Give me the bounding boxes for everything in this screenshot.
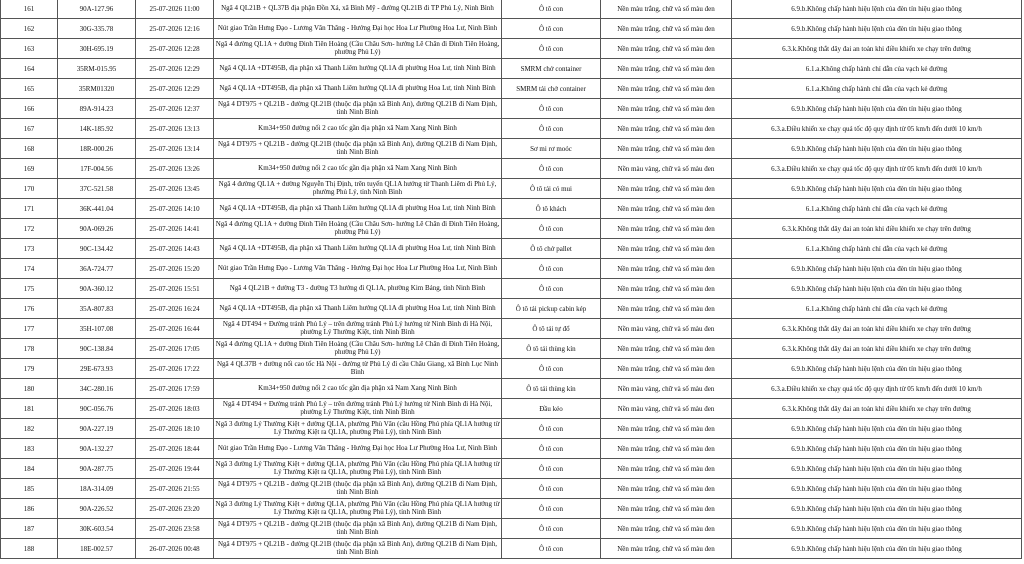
vehicle-type-cell: Ô tô tải thùng kín — [502, 379, 601, 399]
row-number-cell: 162 — [1, 19, 58, 39]
table-row — [1, 119, 1022, 139]
violation-cell: 6.3.k.Không thắt dây đai an toàn khi điều khiển xe chạy trên đường — [732, 339, 1022, 359]
violation-cell: 6.9.b.Không chấp hành hiệu lệnh của đèn tín hiệu giao thông — [732, 179, 1022, 199]
table-row — [1, 159, 1022, 179]
location-cell: Ngã 3 đường Lý Thường Kiệt + đường QL1A, phường Phù Vân (cầu Hồng Phú phía QL1A hướng từ Lý Thường Kiệt ra QL1A, phường Phủ Lý), tỉnh Ninh Bình — [214, 499, 502, 519]
row-number-cell: 167 — [1, 119, 58, 139]
license-plate-cell: 30K-603.54 — [58, 519, 136, 539]
location-cell: Km34+950 đường nối 2 cao tốc gần địa phận xã Nam Xang Ninh Bình — [214, 159, 502, 179]
location-cell: Ngã 4 DT494 + Đường tránh Phủ Lý – trên đường tránh Phủ Lý hướng từ Ninh Bình đi Hà Nội, phường Lý Thường Kiệt, tỉnh Ninh Bình — [214, 319, 502, 339]
plate-color-cell: Nền màu trắng, chữ và số màu đen — [601, 519, 732, 539]
location-cell: Ngã 4 DT975 + QL21B - đường QL21B (thuộc địa phận xã Bình An), đường QL21B đi Nam Định, tỉnh Ninh Bình — [214, 539, 502, 559]
violation-cell: 6.9.b.Không chấp hành hiệu lệnh của đèn tín hiệu giao thông — [732, 19, 1022, 39]
violation-time-cell: 25-07-2026 11:00 — [136, 0, 214, 19]
row-number-cell: 174 — [1, 259, 58, 279]
license-plate-cell: 90C-134.42 — [58, 239, 136, 259]
plate-color-cell: Nền màu trắng, chữ và số màu đen — [601, 59, 732, 79]
row-number-cell: 187 — [1, 519, 58, 539]
plate-color-cell: Nền màu vàng, chữ và số màu đen — [601, 399, 732, 419]
vehicle-type-cell: Đầu kéo — [502, 399, 601, 419]
plate-color-cell: Nền màu trắng, chữ và số màu đen — [601, 339, 732, 359]
violation-time-cell: 25-07-2026 12:29 — [136, 59, 214, 79]
row-number-cell: 182 — [1, 419, 58, 439]
violation-cell: 6.9.b.Không chấp hành hiệu lệnh của đèn tín hiệu giao thông — [732, 359, 1022, 379]
row-number-cell: 171 — [1, 199, 58, 219]
violation-time-cell: 26-07-2026 00:48 — [136, 539, 214, 559]
vehicle-type-cell: Ô tô con — [502, 39, 601, 59]
table-row — [1, 99, 1022, 119]
violation-cell: 6.3.k.Không thắt dây đai an toàn khi điều khiển xe chạy trên đường — [732, 319, 1022, 339]
plate-color-cell: Nền màu trắng, chữ và số màu đen — [601, 359, 732, 379]
license-plate-cell: 36A-724.77 — [58, 259, 136, 279]
license-plate-cell: 90A-360.12 — [58, 279, 136, 299]
plate-color-cell: Nền màu trắng, chữ và số màu đen — [601, 279, 732, 299]
violation-time-cell: 25-07-2026 19:44 — [136, 459, 214, 479]
table-row — [1, 59, 1022, 79]
table-row — [1, 199, 1022, 219]
row-number-cell: 177 — [1, 319, 58, 339]
violation-cell: 6.1.a.Không chấp hành chỉ dẫn của vạch kẻ đường — [732, 299, 1022, 319]
vehicle-type-cell: Ô tô con — [502, 279, 601, 299]
violation-time-cell: 25-07-2026 14:10 — [136, 199, 214, 219]
row-number-cell: 170 — [1, 179, 58, 199]
violation-cell: 6.9.b.Không chấp hành hiệu lệnh của đèn tín hiệu giao thông — [732, 519, 1022, 539]
vehicle-type-cell: Ô tô con — [502, 259, 601, 279]
location-cell: Ngã 4 đường QL1A + đường Đinh Tiên Hoàng (Cầu Châu Sơn- hướng Lê Chân đi Đinh Tiên Hoàng, phường Phủ Lý) — [214, 219, 502, 239]
table-row — [1, 319, 1022, 339]
table-row — [1, 19, 1022, 39]
location-cell: Km34+950 đường nối 2 cao tốc gần địa phận xã Nam Xang Ninh Bình — [214, 379, 502, 399]
plate-color-cell: Nền màu trắng, chữ và số màu đen — [601, 219, 732, 239]
violation-time-cell: 25-07-2026 13:13 — [136, 119, 214, 139]
location-cell: Ngã 4 DT975 + QL21B - đường QL21B (thuộc địa phận xã Bình An), đường QL21B đi Nam Định, tỉnh Ninh Bình — [214, 139, 502, 159]
row-number-cell: 173 — [1, 239, 58, 259]
table-row — [1, 459, 1022, 479]
vehicle-type-cell: Ô tô con — [502, 439, 601, 459]
table-row — [1, 379, 1022, 399]
violation-cell: 6.1.a.Không chấp hành chỉ dẫn của vạch kẻ đường — [732, 239, 1022, 259]
row-number-cell: 178 — [1, 339, 58, 359]
plate-color-cell: Nền màu trắng, chữ và số màu đen — [601, 419, 732, 439]
violation-time-cell: 25-07-2026 17:59 — [136, 379, 214, 399]
violation-time-cell: 25-07-2026 17:05 — [136, 339, 214, 359]
violation-time-cell: 25-07-2026 18:10 — [136, 419, 214, 439]
table-row — [1, 519, 1022, 539]
vehicle-type-cell: Ô tô tải có mui — [502, 179, 601, 199]
row-number-cell: 185 — [1, 479, 58, 499]
row-number-cell: 165 — [1, 79, 58, 99]
table-row — [1, 419, 1022, 439]
license-plate-cell: 36K-441.04 — [58, 199, 136, 219]
violation-cell: 6.9.b.Không chấp hành hiệu lệnh của đèn tín hiệu giao thông — [732, 499, 1022, 519]
violation-cell: 6.9.b.Không chấp hành hiệu lệnh của đèn tín hiệu giao thông — [732, 479, 1022, 499]
table-row — [1, 139, 1022, 159]
violation-cell: 6.9.b.Không chấp hành hiệu lệnh của đèn tín hiệu giao thông — [732, 0, 1022, 19]
plate-color-cell: Nền màu trắng, chữ và số màu đen — [601, 299, 732, 319]
violation-time-cell: 25-07-2026 23:58 — [136, 519, 214, 539]
violation-cell: 6.1.a.Không chấp hành chỉ dẫn của vạch kẻ đường — [732, 59, 1022, 79]
violation-time-cell: 25-07-2026 15:51 — [136, 279, 214, 299]
row-number-cell: 181 — [1, 399, 58, 419]
row-number-cell: 186 — [1, 499, 58, 519]
location-cell: Ngã 4 đường QL1A + đường Đinh Tiên Hoàng (Cầu Châu Sơn- hướng Lê Chân đi Đinh Tiên Hoàng, phường Phủ Lý) — [214, 339, 502, 359]
violation-time-cell: 25-07-2026 13:26 — [136, 159, 214, 179]
table-row — [1, 79, 1022, 99]
license-plate-cell: 30H-695.19 — [58, 39, 136, 59]
plate-color-cell: Nền màu trắng, chữ và số màu đen — [601, 259, 732, 279]
row-number-cell: 188 — [1, 539, 58, 559]
violation-table-body — [1, 0, 1022, 559]
location-cell: Nút giao Trần Hưng Đạo - Lương Văn Thăng - Hướng Đại học Hoa Lư Phường Hoa Lư, Ninh Bình — [214, 439, 502, 459]
plate-color-cell: Nền màu trắng, chữ và số màu đen — [601, 79, 732, 99]
violation-time-cell: 25-07-2026 14:41 — [136, 219, 214, 239]
vehicle-type-cell: Ô tô tải pickup cabin kép — [502, 299, 601, 319]
license-plate-cell: 90A-287.75 — [58, 459, 136, 479]
plate-color-cell: Nền màu vàng, chữ và số màu đen — [601, 379, 732, 399]
row-number-cell: 161 — [1, 0, 58, 19]
violation-time-cell: 25-07-2026 12:28 — [136, 39, 214, 59]
violation-cell: 6.3.k.Không thắt dây đai an toàn khi điều khiển xe chạy trên đường — [732, 399, 1022, 419]
location-cell: Nút giao Trần Hưng Đạo - Lương Văn Thăng - Hướng Đại học Hoa Lư Phường Hoa Lư, Ninh Bình — [214, 19, 502, 39]
violation-cell: 6.9.b.Không chấp hành hiệu lệnh của đèn tín hiệu giao thông — [732, 279, 1022, 299]
row-number-cell: 180 — [1, 379, 58, 399]
license-plate-cell: 90C-056.76 — [58, 399, 136, 419]
location-cell: Ngã 4 QL1A +DT495B, địa phận xã Thanh Liêm hướng QL1A đi phường Hoa Lư, tỉnh Ninh Bình — [214, 79, 502, 99]
license-plate-cell: 90A-132.27 — [58, 439, 136, 459]
violation-cell: 6.9.b.Không chấp hành hiệu lệnh của đèn tín hiệu giao thông — [732, 539, 1022, 559]
violation-time-cell: 25-07-2026 12:37 — [136, 99, 214, 119]
row-number-cell: 184 — [1, 459, 58, 479]
license-plate-cell: 35H-107.08 — [58, 319, 136, 339]
license-plate-cell: 90A-227.19 — [58, 419, 136, 439]
vehicle-type-cell: Ô tô con — [502, 159, 601, 179]
location-cell: Ngã 3 đường Lý Thường Kiệt + đường QL1A, phường Phù Vân (cầu Hồng Phú phía QL1A hướng từ Lý Thường Kiệt ra QL1A, phường Phủ Lý), tỉnh Ninh Bình — [214, 419, 502, 439]
vehicle-type-cell: Ô tô khách — [502, 199, 601, 219]
plate-color-cell: Nền màu trắng, chữ và số màu đen — [601, 439, 732, 459]
table-row — [1, 179, 1022, 199]
violation-cell: 6.9.b.Không chấp hành hiệu lệnh của đèn tín hiệu giao thông — [732, 259, 1022, 279]
row-number-cell: 168 — [1, 139, 58, 159]
row-number-cell: 166 — [1, 99, 58, 119]
vehicle-type-cell: Ô tô con — [502, 99, 601, 119]
violation-cell: 6.3.k.Không thắt dây đai an toàn khi điều khiển xe chạy trên đường — [732, 219, 1022, 239]
violation-time-cell: 25-07-2026 23:20 — [136, 499, 214, 519]
license-plate-cell: 30G-335.78 — [58, 19, 136, 39]
violation-cell: 6.9.b.Không chấp hành hiệu lệnh của đèn tín hiệu giao thông — [732, 459, 1022, 479]
violation-time-cell: 25-07-2026 13:45 — [136, 179, 214, 199]
plate-color-cell: Nền màu trắng, chữ và số màu đen — [601, 119, 732, 139]
vehicle-type-cell: Ô tô chở pallet — [502, 239, 601, 259]
plate-color-cell: Nền màu trắng, chữ và số màu đen — [601, 479, 732, 499]
license-plate-cell: 18A-314.09 — [58, 479, 136, 499]
table-row — [1, 239, 1022, 259]
table-row — [1, 39, 1022, 59]
vehicle-type-cell: Sơ mi rơ moóc — [502, 139, 601, 159]
license-plate-cell: 18R-000.26 — [58, 139, 136, 159]
plate-color-cell: Nền màu trắng, chữ và số màu đen — [601, 39, 732, 59]
location-cell: Ngã 4 đường QL1A + đường Nguyễn Thị Định, trên tuyến QL1A hướng từ Thanh Liêm đi Phủ Lý, phường Phủ Lý, tỉnh Ninh Bình — [214, 179, 502, 199]
table-row — [1, 0, 1022, 19]
license-plate-cell: 90A-226.52 — [58, 499, 136, 519]
violation-time-cell: 25-07-2026 18:44 — [136, 439, 214, 459]
plate-color-cell: Nền màu vàng, chữ và số màu đen — [601, 319, 732, 339]
vehicle-type-cell: Ô tô tải tự đổ — [502, 319, 601, 339]
violation-time-cell: 25-07-2026 16:44 — [136, 319, 214, 339]
plate-color-cell: Nền màu trắng, chữ và số màu đen — [601, 539, 732, 559]
location-cell: Ngã 4 DT975 + QL21B - đường QL21B (thuộc địa phận xã Bình An), đường QL21B đi Nam Định, tỉnh Ninh Bình — [214, 519, 502, 539]
license-plate-cell: 35RM-015.95 — [58, 59, 136, 79]
violation-time-cell: 25-07-2026 17:22 — [136, 359, 214, 379]
location-cell: Ngã 4 QL1A +DT495B, địa phận xã Thanh Liêm hướng QL1A đi phường Hoa Lư, tỉnh Ninh Bình — [214, 299, 502, 319]
license-plate-cell: 34C-280.16 — [58, 379, 136, 399]
plate-color-cell: Nền màu trắng, chữ và số màu đen — [601, 179, 732, 199]
location-cell: Ngã 4 đường QL1A + đường Đinh Tiên Hoàng (Cầu Châu Sơn- hướng Lê Chân đi Đinh Tiên Hoàng, phường Phủ Lý) — [214, 39, 502, 59]
row-number-cell: 169 — [1, 159, 58, 179]
location-cell: Ngã 4 QL1A +DT495B, địa phận xã Thanh Liêm hướng QL1A đi phường Hoa Lư, tỉnh Ninh Bình — [214, 239, 502, 259]
violation-cell: 6.3.a.Điều khiển xe chạy quá tốc độ quy định từ 05 km/h đến dưới 10 km/h — [732, 379, 1022, 399]
vehicle-type-cell: Ô tô con — [502, 479, 601, 499]
license-plate-cell: 90A-127.96 — [58, 0, 136, 19]
table-row — [1, 439, 1022, 459]
license-plate-cell: 17F-004.56 — [58, 159, 136, 179]
vehicle-type-cell: Ô tô con — [502, 19, 601, 39]
violation-cell: 6.3.a.Điều khiển xe chạy quá tốc độ quy định từ 05 km/h đến dưới 10 km/h — [732, 119, 1022, 139]
location-cell: Ngã 4 QL1A +DT495B, địa phận xã Thanh Liêm hướng QL1A đi phường Hoa Lư, tỉnh Ninh Bình — [214, 199, 502, 219]
violation-time-cell: 25-07-2026 14:43 — [136, 239, 214, 259]
row-number-cell: 172 — [1, 219, 58, 239]
vehicle-type-cell: Ô tô con — [502, 539, 601, 559]
row-number-cell: 175 — [1, 279, 58, 299]
location-cell: Km34+950 đường nối 2 cao tốc gần địa phận xã Nam Xang Ninh Bình — [214, 119, 502, 139]
plate-color-cell: Nền màu trắng, chữ và số màu đen — [601, 499, 732, 519]
plate-color-cell: Nền màu trắng, chữ và số màu đen — [601, 199, 732, 219]
violation-time-cell: 25-07-2026 12:16 — [136, 19, 214, 39]
vehicle-type-cell: SMRM chở container — [502, 59, 601, 79]
violation-time-cell: 25-07-2026 12:29 — [136, 79, 214, 99]
violation-cell: 6.9.b.Không chấp hành hiệu lệnh của đèn tín hiệu giao thông — [732, 439, 1022, 459]
license-plate-cell: 90A-069.26 — [58, 219, 136, 239]
location-cell: Ngã 4 QL21B + đường T3 - đường T3 hướng đi QL1A, phường Kim Bảng, tỉnh Ninh Bình — [214, 279, 502, 299]
row-number-cell: 164 — [1, 59, 58, 79]
plate-color-cell: Nền màu trắng, chữ và số màu đen — [601, 239, 732, 259]
row-number-cell: 176 — [1, 299, 58, 319]
license-plate-cell: 18E-002.57 — [58, 539, 136, 559]
table-row — [1, 499, 1022, 519]
violation-cell: 6.3.k.Không thắt dây đai an toàn khi điều khiển xe chạy trên đường — [732, 39, 1022, 59]
table-row — [1, 479, 1022, 499]
plate-color-cell: Nền màu trắng, chữ và số màu đen — [601, 459, 732, 479]
location-cell: Ngã 3 đường Lý Thường Kiệt + đường QL1A, phường Phù Vân (cầu Hồng Phú phía QL1A hướng từ Lý Thường Kiệt ra QL1A, phường Phủ Lý), tỉnh Ninh Bình — [214, 459, 502, 479]
location-cell: Ngã 4 QL21B + QL37B địa phận Đồn Xá, xã Bình Mỹ - đường QL21B đi TP Phủ Lý, Ninh Bình — [214, 0, 502, 19]
table-row — [1, 539, 1022, 559]
location-cell: Nút giao Trần Hưng Đạo - Lương Văn Thăng - Hướng Đại học Hoa Lư Phường Hoa Lư, Ninh Bình — [214, 259, 502, 279]
location-cell: Ngã 4 DT975 + QL21B - đường QL21B (thuộc địa phận xã Bình An), đường QL21B đi Nam Định, tỉnh Ninh Bình — [214, 99, 502, 119]
violation-cell: 6.3.a.Điều khiển xe chạy quá tốc độ quy định từ 05 km/h đến dưới 10 km/h — [732, 159, 1022, 179]
plate-color-cell: Nền màu trắng, chữ và số màu đen — [601, 19, 732, 39]
table-row — [1, 259, 1022, 279]
table-row — [1, 219, 1022, 239]
row-number-cell: 183 — [1, 439, 58, 459]
location-cell: Ngã 4 QL37B + đường nối cao tốc Hà Nội - đường từ Phủ Lý đi cầu Châu Giang, xã Bình Lục Ninh Bình — [214, 359, 502, 379]
table-row — [1, 299, 1022, 319]
violation-time-cell: 25-07-2026 15:20 — [136, 259, 214, 279]
vehicle-type-cell: Ô tô con — [502, 119, 601, 139]
violation-cell: 6.1.a.Không chấp hành chỉ dẫn của vạch kẻ đường — [732, 79, 1022, 99]
vehicle-type-cell: SMRM tải chở container — [502, 79, 601, 99]
license-plate-cell: 29E-673.93 — [58, 359, 136, 379]
violation-time-cell: 25-07-2026 13:14 — [136, 139, 214, 159]
violation-time-cell: 25-07-2026 21:55 — [136, 479, 214, 499]
table-row — [1, 399, 1022, 419]
violation-time-cell: 25-07-2026 16:24 — [136, 299, 214, 319]
violation-time-cell: 25-07-2026 18:03 — [136, 399, 214, 419]
table-row — [1, 279, 1022, 299]
table-row — [1, 339, 1022, 359]
vehicle-type-cell: Ô tô con — [502, 219, 601, 239]
vehicle-type-cell: Ô tô con — [502, 519, 601, 539]
vehicle-type-cell: Ô tô tải thùng kín — [502, 339, 601, 359]
location-cell: Ngã 4 DT494 + Đường tránh Phủ Lý – trên đường tránh Phủ Lý hướng từ Ninh Bình đi Hà Nội, phường Lý Thường Kiệt, tỉnh Ninh Bình — [214, 399, 502, 419]
row-number-cell: 179 — [1, 359, 58, 379]
plate-color-cell: Nền màu trắng, chữ và số màu đen — [601, 139, 732, 159]
license-plate-cell: 35RM01320 — [58, 79, 136, 99]
plate-color-cell: Nền màu trắng, chữ và số màu đen — [601, 0, 732, 19]
vehicle-type-cell: Ô tô con — [502, 0, 601, 19]
vehicle-type-cell: Ô tô con — [502, 459, 601, 479]
location-cell: Ngã 4 DT975 + QL21B - đường QL21B (thuộc địa phận xã Bình An), đường QL21B đi Nam Định, tỉnh Ninh Bình — [214, 479, 502, 499]
license-plate-cell: 89A-914.23 — [58, 99, 136, 119]
license-plate-cell: 37C-521.58 — [58, 179, 136, 199]
license-plate-cell: 90C-138.84 — [58, 339, 136, 359]
violation-cell: 6.9.b.Không chấp hành hiệu lệnh của đèn tín hiệu giao thông — [732, 99, 1022, 119]
plate-color-cell: Nền màu vàng, chữ và số màu đen — [601, 159, 732, 179]
row-number-cell: 163 — [1, 39, 58, 59]
vehicle-type-cell: Ô tô con — [502, 499, 601, 519]
vehicle-type-cell: Ô tô con — [502, 419, 601, 439]
license-plate-cell: 14K-185.92 — [58, 119, 136, 139]
license-plate-cell: 35A-807.83 — [58, 299, 136, 319]
violation-cell: 6.1.a.Không chấp hành chỉ dẫn của vạch kẻ đường — [732, 199, 1022, 219]
violation-cell: 6.9.b.Không chấp hành hiệu lệnh của đèn tín hiệu giao thông — [732, 139, 1022, 159]
table-row — [1, 359, 1022, 379]
plate-color-cell: Nền màu trắng, chữ và số màu đen — [601, 99, 732, 119]
location-cell: Ngã 4 QL1A +DT495B, địa phận xã Thanh Liêm hướng QL1A đi phường Hoa Lư, tỉnh Ninh Bình — [214, 59, 502, 79]
violation-cell: 6.9.b.Không chấp hành hiệu lệnh của đèn tín hiệu giao thông — [732, 419, 1022, 439]
vehicle-type-cell: Ô tô con — [502, 359, 601, 379]
